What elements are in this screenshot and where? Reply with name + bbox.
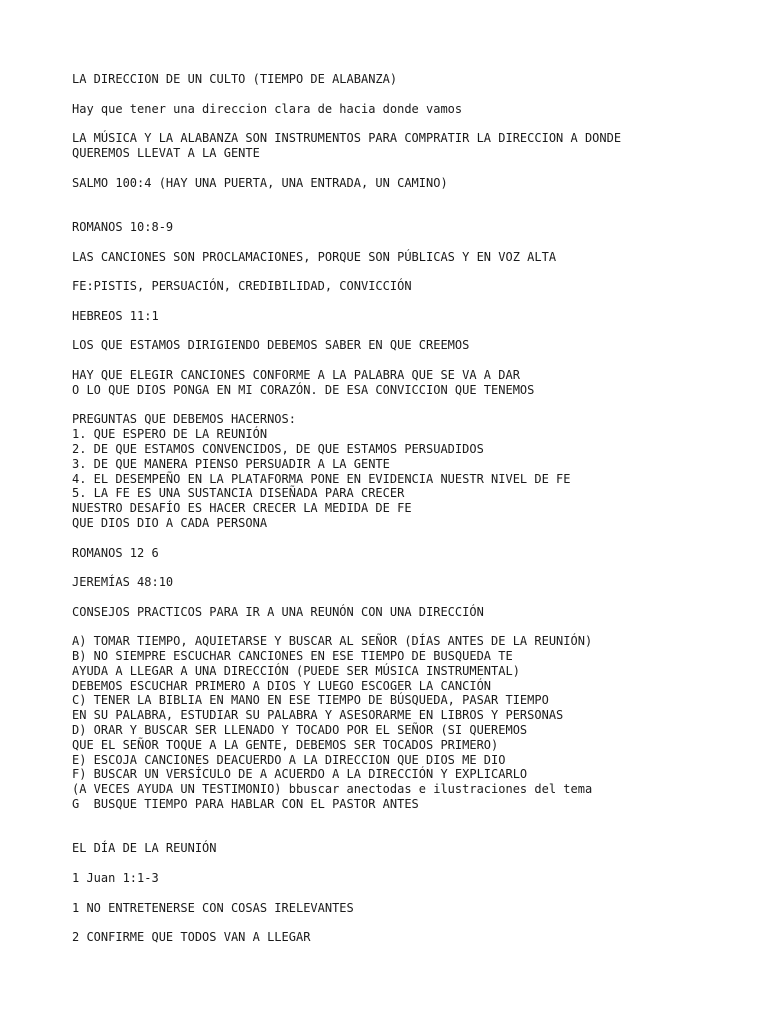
text-line: CONSEJOS PRACTICOS PARA IR A UNA REUNÓN CON UNA DIRECCIÓN <box>72 604 484 619</box>
text-line: (A VECES AYUDA UN TESTIMONIO) bbuscar anectodas e ilustraciones del tema <box>72 782 593 797</box>
text-line: PREGUNTAS QUE DEBEMOS HACERNOS: <box>72 412 296 427</box>
paragraph <box>72 412 752 530</box>
text-line: SALMO 100:4 (HAY UNA PUERTA, UNA ENTRADA, UN CAMINO) <box>72 175 448 190</box>
text-line: HEBREOS 11:1 <box>72 308 159 323</box>
paragraph <box>72 368 752 398</box>
text-line: 1 Juan 1:1-3 <box>72 871 159 886</box>
text-line: EL DÍA DE LA REUNIÓN <box>72 841 217 856</box>
paragraph <box>72 841 752 856</box>
text-line: G BUSQUE TIEMPO PARA HABLAR CON EL PASTOR ANTES <box>72 797 419 812</box>
text-line: F) BUSCAR UN VERSÍCULO DE A ACUERDO A LA DIRECCIÓN Y EXPLICARLO <box>72 767 528 782</box>
paragraph <box>72 575 752 590</box>
text-line: QUE DIOS DIO A CADA PERSONA <box>72 515 268 530</box>
text-line: QUE EL SEÑOR TOQUE A LA GENTE, DEBEMOS SER TOCADOS PRIMERO) <box>72 737 499 752</box>
paragraph <box>72 176 752 191</box>
text-line: LA DIRECCION DE UN CULTO (TIEMPO DE ALABANZA) <box>72 72 398 86</box>
text-line: O LO QUE DIOS PONGA EN MI CORAZÓN. DE ESA CONVICCION QUE TENEMOS <box>72 382 535 397</box>
paragraph <box>72 930 752 945</box>
text-line: FE:PISTIS, PERSUACIÓN, CREDIBILIDAD, CONVICCIÓN <box>72 279 412 294</box>
text-line: LAS CANCIONES SON PROCLAMACIONES, PORQUE SON PÚBLICAS Y EN VOZ ALTA <box>72 249 557 264</box>
text-line: Hay que tener una direccion clara de hacia donde vamos <box>72 101 463 116</box>
text-line: HAY QUE ELEGIR CANCIONES CONFORME A LA PALABRA QUE SE VA A DAR <box>72 367 520 382</box>
paragraph <box>72 250 752 265</box>
text-line: D) ORAR Y BUSCAR SER LLENADO Y TOCADO POR EL SEÑOR (SI QUEREMOS <box>72 723 528 738</box>
text-line: EN SU PALABRA, ESTUDIAR SU PALABRA Y ASESORARME EN LIBROS Y PERSONAS <box>72 708 564 723</box>
text-line: LA MÚSICA Y LA ALABANZA SON INSTRUMENTOS PARA COMPRATIR LA DIRECCION A DONDE <box>72 131 622 146</box>
text-line: ROMANOS 12 6 <box>72 545 159 560</box>
text-line: 5. LA FE ES UNA SUSTANCIA DISEÑADA PARA CRECER <box>72 486 405 501</box>
paragraph <box>72 279 752 294</box>
text-line: 2. DE QUE ESTAMOS CONVENCIDOS, DE QUE ESTAMOS PERSUADIDOS <box>72 441 484 456</box>
text-line: C) TENER LA BIBLIA EN MANO EN ESE TIEMPO DE BÚSQUEDA, PASAR TIEMPO <box>72 693 549 708</box>
text-line: 3. DE QUE MANERA PIENSO PERSUADIR A LA GENTE <box>72 456 390 471</box>
paragraph <box>72 338 752 353</box>
paragraph <box>72 605 752 620</box>
text-line: B) NO SIEMPRE ESCUCHAR CANCIONES EN ESE TIEMPO DE BUSQUEDA TE <box>72 649 513 664</box>
text-line: 1 NO ENTRETENERSE CON COSAS IRELEVANTES <box>72 900 354 915</box>
paragraph <box>72 634 752 812</box>
paragraph <box>72 546 752 561</box>
text-line: 1. QUE ESPERO DE LA REUNIÓN <box>72 427 268 442</box>
paragraph <box>72 102 752 117</box>
paragraph <box>72 220 752 235</box>
paragraph <box>72 901 752 916</box>
text-line: A) TOMAR TIEMPO, AQUIETARSE Y BUSCAR AL SEÑOR (DÍAS ANTES DE LA REUNIÓN) <box>72 634 593 649</box>
text-line: ROMANOS 10:8-9 <box>72 219 174 234</box>
text-line: 2 CONFIRME QUE TODOS VAN A LLEGAR <box>72 930 311 945</box>
text-line: E) ESCOJA CANCIONES DEACUERDO A LA DIRECCION QUE DIOS ME DIO <box>72 752 506 767</box>
text-line: 4. EL DESEMPEÑO EN LA PLATAFORMA PONE EN EVIDENCIA NUESTR NIVEL DE FE <box>72 471 571 486</box>
text-line: LOS QUE ESTAMOS DIRIGIENDO DEBEMOS SABER EN QUE CREEMOS <box>72 338 470 353</box>
document-page <box>72 72 752 960</box>
text-line: JEREMÍAS 48:10 <box>72 575 174 590</box>
paragraph <box>72 871 752 886</box>
paragraph <box>72 72 752 87</box>
text-line: NUESTRO DESAFÍO ES HACER CRECER LA MEDIDA DE FE <box>72 501 412 516</box>
text-line: AYUDA A LLEGAR A UNA DIRECCIÓN (PUEDE SER MÚSICA INSTRUMENTAL) <box>72 663 520 678</box>
paragraph <box>72 131 752 161</box>
text-line: DEBEMOS ESCUCHAR PRIMERO A DIOS Y LUEGO ESCOGER LA CANCIÓN <box>72 678 492 693</box>
text-line: QUEREMOS LLEVAT A LA GENTE <box>72 145 260 160</box>
paragraph <box>72 309 752 324</box>
